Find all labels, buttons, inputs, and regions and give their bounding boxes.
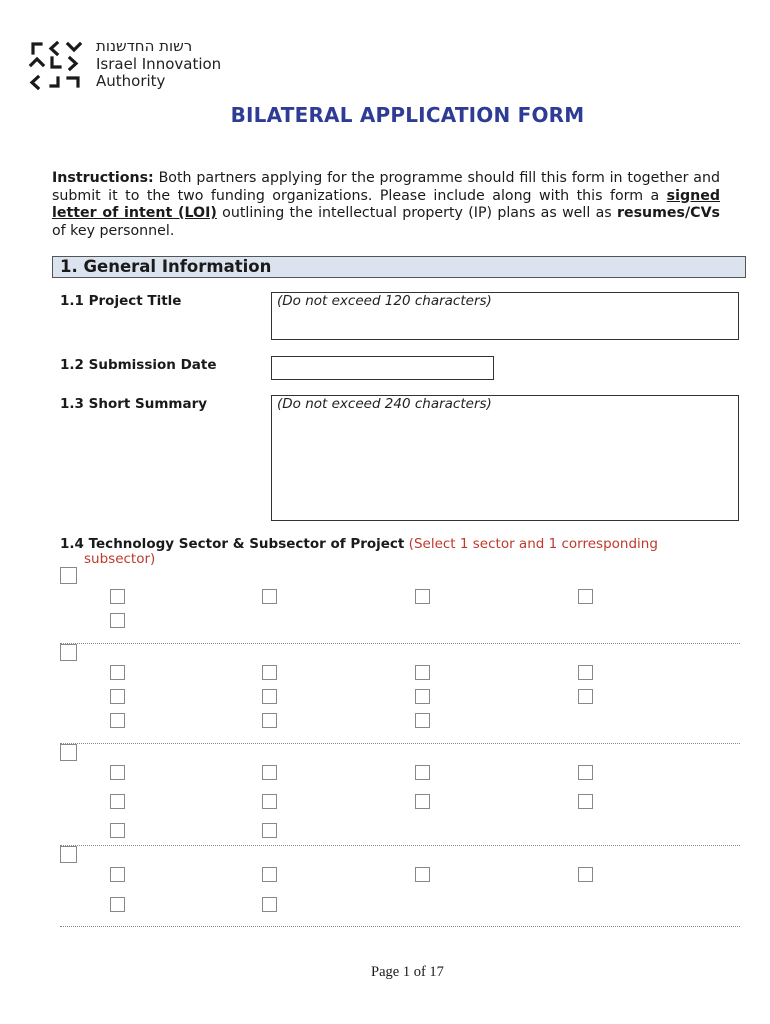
checkbox-agrobiotech[interactable]	[110, 589, 125, 604]
checkbox-broadcast[interactable]	[262, 665, 277, 680]
checkbox-ngn-convergence[interactable]	[262, 689, 277, 704]
checkbox-design-development-tools[interactable]	[262, 897, 277, 912]
short-summary-hint: (Do not exceed 240 characters)	[277, 396, 492, 412]
checkbox-wireless-applications[interactable]	[262, 713, 277, 728]
checkbox-content-management[interactable]	[262, 765, 277, 780]
checkbox-internet-applications[interactable]	[110, 794, 125, 809]
checkbox-elearning[interactable]	[578, 765, 593, 780]
org-line2: Authority	[96, 72, 166, 90]
checkbox-search-engines[interactable]	[110, 823, 125, 838]
sector-note-1: (Select 1 sector and 1 corresponding	[404, 536, 658, 552]
checkbox-enterprise-infrastructure[interactable]	[578, 867, 593, 882]
sector-checkbox-it[interactable]	[60, 846, 77, 863]
instructions	[52, 170, 720, 240]
checkbox-security[interactable]	[262, 867, 277, 882]
cvs-text: resumes/CVs	[616, 205, 721, 221]
checkbox-broadband-access[interactable]	[110, 665, 125, 680]
org-name	[96, 38, 221, 91]
checkbox-optical-networking[interactable]	[415, 689, 430, 704]
sector-checkbox-internet[interactable]	[60, 744, 77, 761]
checkbox-enterprise-applications[interactable]	[415, 867, 430, 882]
instructions-label: Instructions:	[52, 170, 154, 186]
project-title-field[interactable]	[271, 292, 739, 340]
page-number: Page 1 of 17	[371, 964, 444, 980]
divider	[60, 743, 740, 744]
instructions-text-2: outlining the intellectual property (IP) plans as well as	[216, 205, 617, 221]
checkbox-energy[interactable]	[262, 589, 277, 604]
checkbox-home-networking[interactable]	[578, 665, 593, 680]
sector-note-2: subsector)	[84, 551, 156, 567]
divider	[60, 845, 740, 846]
instructions-text-1: Both partners applying for the programme should fill this form in together and submit it to the two funding organizations. Please include along with this form a	[52, 170, 720, 204]
checkbox-environment[interactable]	[415, 589, 430, 604]
iia-logo-icon	[27, 40, 85, 90]
short-summary-field[interactable]	[271, 395, 739, 521]
checkbox-miscellaneous-software[interactable]	[110, 897, 125, 912]
checkbox-wireless-infrastructure[interactable]	[415, 713, 430, 728]
checkbox-business-analytics[interactable]	[110, 867, 125, 882]
checkbox-internet-infrastructure[interactable]	[262, 794, 277, 809]
submission-date-field[interactable]	[271, 356, 494, 380]
checkbox-online-advertising[interactable]	[415, 794, 430, 809]
divider	[60, 926, 740, 927]
checkbox-mobile-applications[interactable]	[110, 689, 125, 704]
sector-checkbox-clean-tech[interactable]	[60, 567, 77, 584]
submission-date-label: 1.2 Submission Date	[60, 357, 217, 373]
checkbox-ecommerce[interactable]	[415, 765, 430, 780]
checkbox-voip[interactable]	[110, 713, 125, 728]
org-line1: Israel Innovation	[96, 54, 222, 73]
checkbox-social-networks[interactable]	[262, 823, 277, 838]
sector-label: 1.4 Technology Sector & Subsector of Project	[60, 536, 405, 552]
form-title: BILATERAL APPLICATION FORM	[230, 103, 585, 127]
loi-text: signed letter of intent (LOI)	[52, 187, 720, 221]
checkbox-telecom-applications[interactable]	[578, 689, 593, 704]
project-title-hint: (Do not exceed 120 characters)	[277, 293, 492, 309]
checkbox-online-entertainment[interactable]	[578, 794, 593, 809]
checkbox-water-technologies[interactable]	[110, 613, 125, 628]
org-hebrew: רשות החדשנות	[96, 37, 193, 55]
divider	[60, 643, 740, 644]
project-title-label: 1.1 Project Title	[60, 293, 182, 309]
short-summary-label: 1.3 Short Summary	[60, 396, 208, 412]
checkbox-materials[interactable]	[578, 589, 593, 604]
instructions-text-3: of key personnel.	[52, 222, 175, 239]
sector-heading	[60, 537, 720, 567]
section-heading-general: 1. General Information	[52, 256, 746, 278]
checkbox-enterprise-networking[interactable]	[415, 665, 430, 680]
checkbox-content-delivery[interactable]	[110, 765, 125, 780]
sector-checkbox-communications[interactable]	[60, 644, 77, 661]
